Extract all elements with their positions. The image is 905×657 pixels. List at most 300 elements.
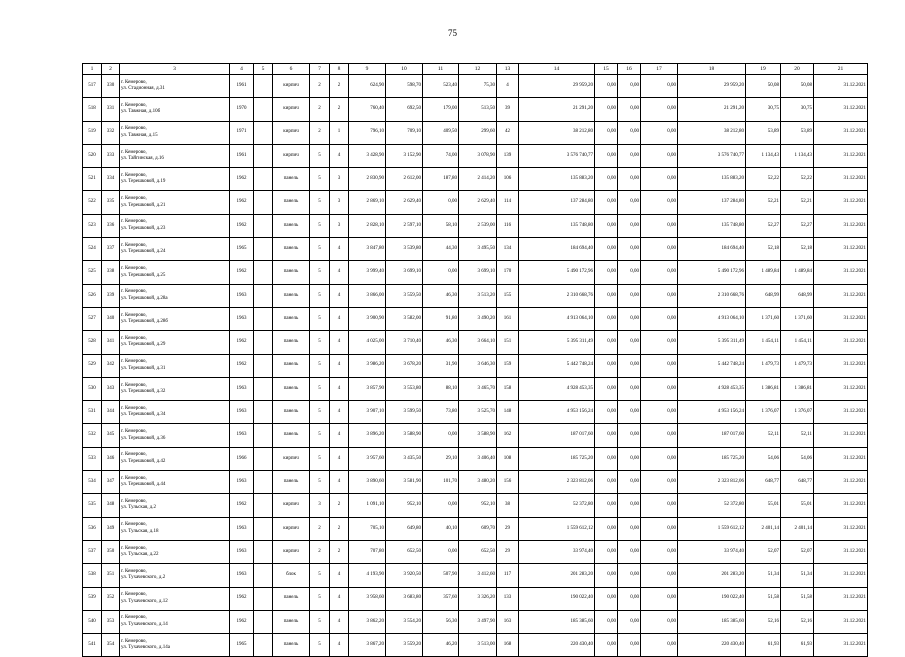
- address-cell: [120, 261, 230, 284]
- address-cell: [120, 377, 230, 400]
- cell-mat: панель: [273, 331, 310, 354]
- cell-c11: 73,80: [423, 401, 459, 424]
- cell-c20: 1 386,81: [781, 377, 814, 400]
- cell-c10: 598,70: [386, 75, 423, 98]
- cell-c15: 0,00: [595, 214, 618, 237]
- cell-c21: 31.12.2021: [814, 401, 868, 424]
- cell-c8: 3: [330, 191, 349, 214]
- column-header: 3: [120, 64, 230, 75]
- cell-c7: 5: [310, 634, 330, 657]
- cell-mat: панель: [273, 424, 310, 447]
- cell-c12: 3 326,20: [459, 587, 497, 610]
- cell-id: 346: [102, 447, 120, 470]
- cell-c10: 952,10: [386, 494, 423, 517]
- cell-year: 1963: [230, 517, 254, 540]
- cell-c19: 1 479,73: [746, 354, 781, 377]
- cell-c13: 133: [497, 587, 519, 610]
- cell-id: 354: [102, 634, 120, 657]
- cell-c18: 1 559 612,12: [678, 517, 746, 540]
- cell-c9: 2 869,10: [349, 191, 386, 214]
- cell-c7: 3: [310, 494, 330, 517]
- address-cell: [120, 238, 230, 261]
- cell-c13: 108: [497, 447, 519, 470]
- cell-c11: 409,50: [423, 121, 459, 144]
- cell-c21: 31.12.2021: [814, 610, 868, 633]
- address-city: г. Кемерово,: [121, 405, 147, 411]
- cell-c9: 3 896,20: [349, 424, 386, 447]
- cell-c16: 0,00: [618, 587, 641, 610]
- address-city: г. Кемерово,: [121, 126, 147, 132]
- cell-year: 1962: [230, 214, 254, 237]
- cell-c16: 0,00: [618, 424, 641, 447]
- cell-mat: кирпич: [273, 121, 310, 144]
- cell-c7: 5: [310, 447, 330, 470]
- cell-year: 1963: [230, 401, 254, 424]
- cell-c11: 46,20: [423, 634, 459, 657]
- cell-c17: 0,00: [641, 261, 678, 284]
- cell-c19: 1 454,11: [746, 331, 781, 354]
- cell-c13: 159: [497, 354, 519, 377]
- cell-c11: 101,70: [423, 471, 459, 494]
- cell-c13: 156: [497, 471, 519, 494]
- cell-c19: 51,58: [746, 587, 781, 610]
- cell-c15: 0,00: [595, 447, 618, 470]
- cell-mat: панель: [273, 377, 310, 400]
- cell-c14: 220 430,40: [519, 634, 595, 657]
- table-row: [83, 238, 868, 261]
- cell-c17: 0,00: [641, 610, 678, 633]
- column-header: 4: [230, 64, 254, 75]
- cell-c12: 3 497,90: [459, 610, 497, 633]
- column-header: 21: [814, 64, 868, 75]
- cell-c9: 3 862,20: [349, 610, 386, 633]
- cell-id: 333: [102, 144, 120, 167]
- table-row: [83, 214, 868, 237]
- cell-c21: 31.12.2021: [814, 238, 868, 261]
- cell-c18: 52 372,80: [678, 494, 746, 517]
- cell-c14: 38 212,80: [519, 121, 595, 144]
- cell-c7: 5: [310, 214, 330, 237]
- cell-c12: 3 412,60: [459, 564, 497, 587]
- cell-c20: 2 401,14: [781, 517, 814, 540]
- address-street: ул. Терешковой, д.19: [121, 179, 166, 185]
- table-row: [83, 401, 868, 424]
- cell-c19: 52,18: [746, 238, 781, 261]
- cell-c8: 4: [330, 447, 349, 470]
- cell-n: 534: [83, 471, 102, 494]
- address-cell: [120, 564, 230, 587]
- cell-c17: 0,00: [641, 331, 678, 354]
- cell-c8: 4: [330, 261, 349, 284]
- address-street: ул. Терешковой, д.23: [121, 225, 166, 231]
- cell-c10: 709,10: [386, 121, 423, 144]
- cell-c19: 54,06: [746, 447, 781, 470]
- cell-c7: 5: [310, 354, 330, 377]
- cell-c21: 31.12.2021: [814, 144, 868, 167]
- cell-n: 539: [83, 587, 102, 610]
- cell-c16: 0,00: [618, 98, 641, 121]
- cell-c15: 0,00: [595, 168, 618, 191]
- cell-c12: 3 480,20: [459, 471, 497, 494]
- cell-mat: кирпич: [273, 517, 310, 540]
- cell-mat: панель: [273, 191, 310, 214]
- cell-c7: 5: [310, 284, 330, 307]
- cell-c17: 0,00: [641, 307, 678, 330]
- cell-c7: 5: [310, 424, 330, 447]
- cell-c9: 2 828,10: [349, 214, 386, 237]
- cell-c10: 3 152,90: [386, 144, 423, 167]
- cell-c16: 0,00: [618, 517, 641, 540]
- cell-c5: [254, 331, 273, 354]
- cell-n: 535: [83, 494, 102, 517]
- cell-c5: [254, 564, 273, 587]
- cell-c7: 2: [310, 98, 330, 121]
- table-body: [83, 75, 868, 657]
- address-city: г. Кемерово,: [121, 498, 147, 504]
- cell-c8: 4: [330, 564, 349, 587]
- cell-c10: 3 699,10: [386, 261, 423, 284]
- cell-c14: 5 490 172,96: [519, 261, 595, 284]
- cell-c17: 0,00: [641, 447, 678, 470]
- cell-c10: 2 597,10: [386, 214, 423, 237]
- cell-c16: 0,00: [618, 447, 641, 470]
- cell-c8: 4: [330, 238, 349, 261]
- address-city: г. Кемерово,: [121, 638, 147, 644]
- cell-c10: 3 920,50: [386, 564, 423, 587]
- cell-c8: 2: [330, 98, 349, 121]
- cell-c21: 31.12.2021: [814, 471, 868, 494]
- cell-c16: 0,00: [618, 214, 641, 237]
- cell-c17: 0,00: [641, 284, 678, 307]
- cell-c13: 114: [497, 191, 519, 214]
- address-street: ул. Терешковой, д.29: [121, 342, 166, 348]
- address-city: г. Кемерово,: [121, 545, 147, 551]
- address-cell: [120, 610, 230, 633]
- cell-year: 1970: [230, 98, 254, 121]
- cell-c7: 5: [310, 471, 330, 494]
- cell-year: 1963: [230, 377, 254, 400]
- address-city: г. Кемерово,: [121, 335, 147, 341]
- address-cell: [120, 424, 230, 447]
- cell-c12: 3 525,70: [459, 401, 497, 424]
- cell-c13: 38: [497, 494, 519, 517]
- cell-c15: 0,00: [595, 610, 618, 633]
- cell-c14: 190 022,40: [519, 587, 595, 610]
- cell-c5: [254, 471, 273, 494]
- table-row: [83, 354, 868, 377]
- cell-c19: 648,77: [746, 471, 781, 494]
- cell-c14: 4 913 064,10: [519, 307, 595, 330]
- cell-c15: 0,00: [595, 284, 618, 307]
- cell-c5: [254, 354, 273, 377]
- cell-c15: 0,00: [595, 144, 618, 167]
- cell-c8: 2: [330, 540, 349, 563]
- cell-n: 532: [83, 424, 102, 447]
- cell-c12: 3 465,70: [459, 377, 497, 400]
- cell-c17: 0,00: [641, 354, 678, 377]
- cell-c9: 707,80: [349, 540, 386, 563]
- cell-c19: 52,27: [746, 214, 781, 237]
- cell-id: 332: [102, 121, 120, 144]
- cell-c13: 117: [497, 564, 519, 587]
- table-row: [83, 610, 868, 633]
- cell-c20: 51,34: [781, 564, 814, 587]
- cell-c17: 0,00: [641, 238, 678, 261]
- cell-c18: 21 291,20: [678, 98, 746, 121]
- cell-id: 341: [102, 331, 120, 354]
- cell-c11: 0,00: [423, 540, 459, 563]
- cell-year: 1962: [230, 261, 254, 284]
- address-city: г. Кемерово,: [121, 266, 147, 272]
- cell-c21: 31.12.2021: [814, 447, 868, 470]
- cell-c11: 91,80: [423, 307, 459, 330]
- cell-c9: 3 428,90: [349, 144, 386, 167]
- cell-year: 1962: [230, 354, 254, 377]
- cell-c20: 1 371,60: [781, 307, 814, 330]
- cell-c15: 0,00: [595, 377, 618, 400]
- cell-n: 525: [83, 261, 102, 284]
- address-city: г. Кемерово,: [121, 452, 147, 458]
- cell-c12: 299,60: [459, 121, 497, 144]
- address-cell: [120, 98, 230, 121]
- cell-c21: 31.12.2021: [814, 331, 868, 354]
- cell-year: 1966: [230, 447, 254, 470]
- cell-c8: 3: [330, 214, 349, 237]
- cell-c9: 3 999,40: [349, 261, 386, 284]
- cell-c13: 148: [497, 401, 519, 424]
- address-city: г. Кемерово,: [121, 312, 147, 318]
- cell-c17: 0,00: [641, 75, 678, 98]
- cell-c14: 185 385,60: [519, 610, 595, 633]
- cell-c12: 3 078,90: [459, 144, 497, 167]
- cell-c9: 2 830,90: [349, 168, 386, 191]
- column-header: 11: [423, 64, 459, 75]
- cell-c18: 29 959,20: [678, 75, 746, 98]
- cell-c10: 2 612,00: [386, 168, 423, 191]
- cell-c7: 5: [310, 144, 330, 167]
- cell-c5: [254, 75, 273, 98]
- cell-mat: панель: [273, 261, 310, 284]
- cell-n: 537: [83, 540, 102, 563]
- cell-c12: 2 539,00: [459, 214, 497, 237]
- cell-c18: 187 017,60: [678, 424, 746, 447]
- cell-year: 1962: [230, 168, 254, 191]
- cell-c12: 609,70: [459, 517, 497, 540]
- cell-id: 350: [102, 540, 120, 563]
- cell-c7: 2: [310, 517, 330, 540]
- table-row: [83, 168, 868, 191]
- housing-register-table: [82, 63, 868, 657]
- address-street: ул. Терешковой, д.34: [121, 412, 166, 418]
- cell-c11: 357,60: [423, 587, 459, 610]
- cell-c18: 2 323 812,06: [678, 471, 746, 494]
- cell-c7: 2: [310, 75, 330, 98]
- cell-n: 531: [83, 401, 102, 424]
- cell-id: 353: [102, 610, 120, 633]
- cell-mat: панель: [273, 168, 310, 191]
- cell-c9: 4 193,90: [349, 564, 386, 587]
- cell-c16: 0,00: [618, 261, 641, 284]
- cell-mat: панель: [273, 587, 310, 610]
- cell-year: 1962: [230, 331, 254, 354]
- cell-c12: 3 513,00: [459, 634, 497, 657]
- address-street: ул. Тухачевского, д.14а: [121, 645, 170, 651]
- cell-c5: [254, 168, 273, 191]
- cell-c13: 162: [497, 424, 519, 447]
- cell-c5: [254, 587, 273, 610]
- cell-c11: 74,00: [423, 144, 459, 167]
- cell-c8: 2: [330, 75, 349, 98]
- cell-c7: 5: [310, 331, 330, 354]
- cell-c20: 648,77: [781, 471, 814, 494]
- cell-mat: панель: [273, 471, 310, 494]
- cell-n: 519: [83, 121, 102, 144]
- cell-c16: 0,00: [618, 540, 641, 563]
- address-city: г. Кемерово,: [121, 196, 147, 202]
- cell-c7: 5: [310, 191, 330, 214]
- column-header: 20: [781, 64, 814, 75]
- cell-c16: 0,00: [618, 564, 641, 587]
- address-cell: [120, 75, 230, 98]
- cell-id: 348: [102, 494, 120, 517]
- cell-c9: 3 867,20: [349, 634, 386, 657]
- cell-year: 1961: [230, 75, 254, 98]
- cell-c11: 179,00: [423, 98, 459, 121]
- cell-c5: [254, 284, 273, 307]
- cell-c12: 652,50: [459, 540, 497, 563]
- cell-c14: 2 310 668,76: [519, 284, 595, 307]
- cell-c14: 33 974,40: [519, 540, 595, 563]
- address-city: г. Кемерово,: [121, 242, 147, 248]
- cell-c10: 3 582,00: [386, 307, 423, 330]
- cell-c7: 5: [310, 261, 330, 284]
- cell-c15: 0,00: [595, 471, 618, 494]
- address-cell: [120, 331, 230, 354]
- cell-c8: 4: [330, 634, 349, 657]
- cell-c9: 1 091,10: [349, 494, 386, 517]
- cell-c18: 4 928 453,35: [678, 377, 746, 400]
- address-street: ул. Терешковой, д.36: [121, 435, 166, 441]
- address-street: ул. Терешковой, д.21: [121, 202, 166, 208]
- cell-c7: 5: [310, 377, 330, 400]
- column-header: 17: [641, 64, 678, 75]
- cell-c13: 116: [497, 214, 519, 237]
- cell-year: 1963: [230, 471, 254, 494]
- cell-c11: 187,80: [423, 168, 459, 191]
- cell-c17: 0,00: [641, 144, 678, 167]
- address-cell: [120, 284, 230, 307]
- cell-n: 518: [83, 98, 102, 121]
- cell-c7: 2: [310, 540, 330, 563]
- column-header: 14: [519, 64, 595, 75]
- table-row: [83, 517, 868, 540]
- cell-id: 343: [102, 377, 120, 400]
- cell-c19: 61,93: [746, 634, 781, 657]
- cell-c17: 0,00: [641, 168, 678, 191]
- cell-c9: 3 900,90: [349, 307, 386, 330]
- address-cell: [120, 401, 230, 424]
- cell-c16: 0,00: [618, 307, 641, 330]
- cell-c18: 135 748,80: [678, 214, 746, 237]
- cell-n: 527: [83, 307, 102, 330]
- cell-c12: 3 406,40: [459, 447, 497, 470]
- cell-c20: 51,58: [781, 587, 814, 610]
- cell-c15: 0,00: [595, 121, 618, 144]
- cell-c11: 523,40: [423, 75, 459, 98]
- cell-c21: 31.12.2021: [814, 540, 868, 563]
- cell-c17: 0,00: [641, 494, 678, 517]
- cell-c14: 52 372,80: [519, 494, 595, 517]
- cell-c5: [254, 634, 273, 657]
- cell-c15: 0,00: [595, 587, 618, 610]
- cell-c13: 4: [497, 75, 519, 98]
- cell-year: 1963: [230, 540, 254, 563]
- table-row: [83, 494, 868, 517]
- address-city: г. Кемерово,: [121, 289, 147, 295]
- cell-c21: 31.12.2021: [814, 284, 868, 307]
- cell-c17: 0,00: [641, 587, 678, 610]
- cell-n: 529: [83, 354, 102, 377]
- cell-n: 533: [83, 447, 102, 470]
- cell-c16: 0,00: [618, 610, 641, 633]
- cell-c14: 3 576 740,77: [519, 144, 595, 167]
- cell-mat: кирпич: [273, 494, 310, 517]
- cell-c15: 0,00: [595, 261, 618, 284]
- cell-n: 528: [83, 331, 102, 354]
- cell-c18: 185 385,60: [678, 610, 746, 633]
- cell-c11: 0,00: [423, 191, 459, 214]
- cell-id: 336: [102, 214, 120, 237]
- cell-c13: 170: [497, 261, 519, 284]
- column-header: 6: [273, 64, 310, 75]
- cell-year: 1962: [230, 494, 254, 517]
- cell-c11: 44,30: [423, 238, 459, 261]
- cell-c20: 61,93: [781, 634, 814, 657]
- table-row: [83, 564, 868, 587]
- cell-c16: 0,00: [618, 634, 641, 657]
- cell-c11: 507,90: [423, 564, 459, 587]
- cell-c11: 0,00: [423, 494, 459, 517]
- address-street: ул. Терешковой, д.28б: [121, 319, 168, 325]
- cell-c14: 21 291,20: [519, 98, 595, 121]
- address-city: г. Кемерово,: [121, 615, 147, 621]
- cell-c14: 187 017,60: [519, 424, 595, 447]
- cell-mat: панель: [273, 214, 310, 237]
- cell-c12: 3 490,20: [459, 307, 497, 330]
- address-cell: [120, 121, 230, 144]
- address-street: ул. Тавжная, д.15: [121, 132, 158, 138]
- cell-c19: 1 371,60: [746, 307, 781, 330]
- cell-c8: 4: [330, 424, 349, 447]
- cell-c15: 0,00: [595, 540, 618, 563]
- address-city: г. Кемерово,: [121, 382, 147, 388]
- cell-id: 342: [102, 354, 120, 377]
- cell-year: 1963: [230, 564, 254, 587]
- cell-c16: 0,00: [618, 191, 641, 214]
- cell-n: 536: [83, 517, 102, 540]
- cell-c16: 0,00: [618, 401, 641, 424]
- cell-c19: 52,11: [746, 424, 781, 447]
- cell-c20: 52,22: [781, 168, 814, 191]
- column-header: 2: [102, 64, 120, 75]
- cell-year: 1962: [230, 610, 254, 633]
- address-street: ул. Тавжная, д.10б: [121, 109, 161, 115]
- address-cell: [120, 634, 230, 657]
- cell-id: 330: [102, 75, 120, 98]
- cell-c19: 55,01: [746, 494, 781, 517]
- table-row: [83, 284, 868, 307]
- address-city: г. Кемерово,: [121, 522, 147, 528]
